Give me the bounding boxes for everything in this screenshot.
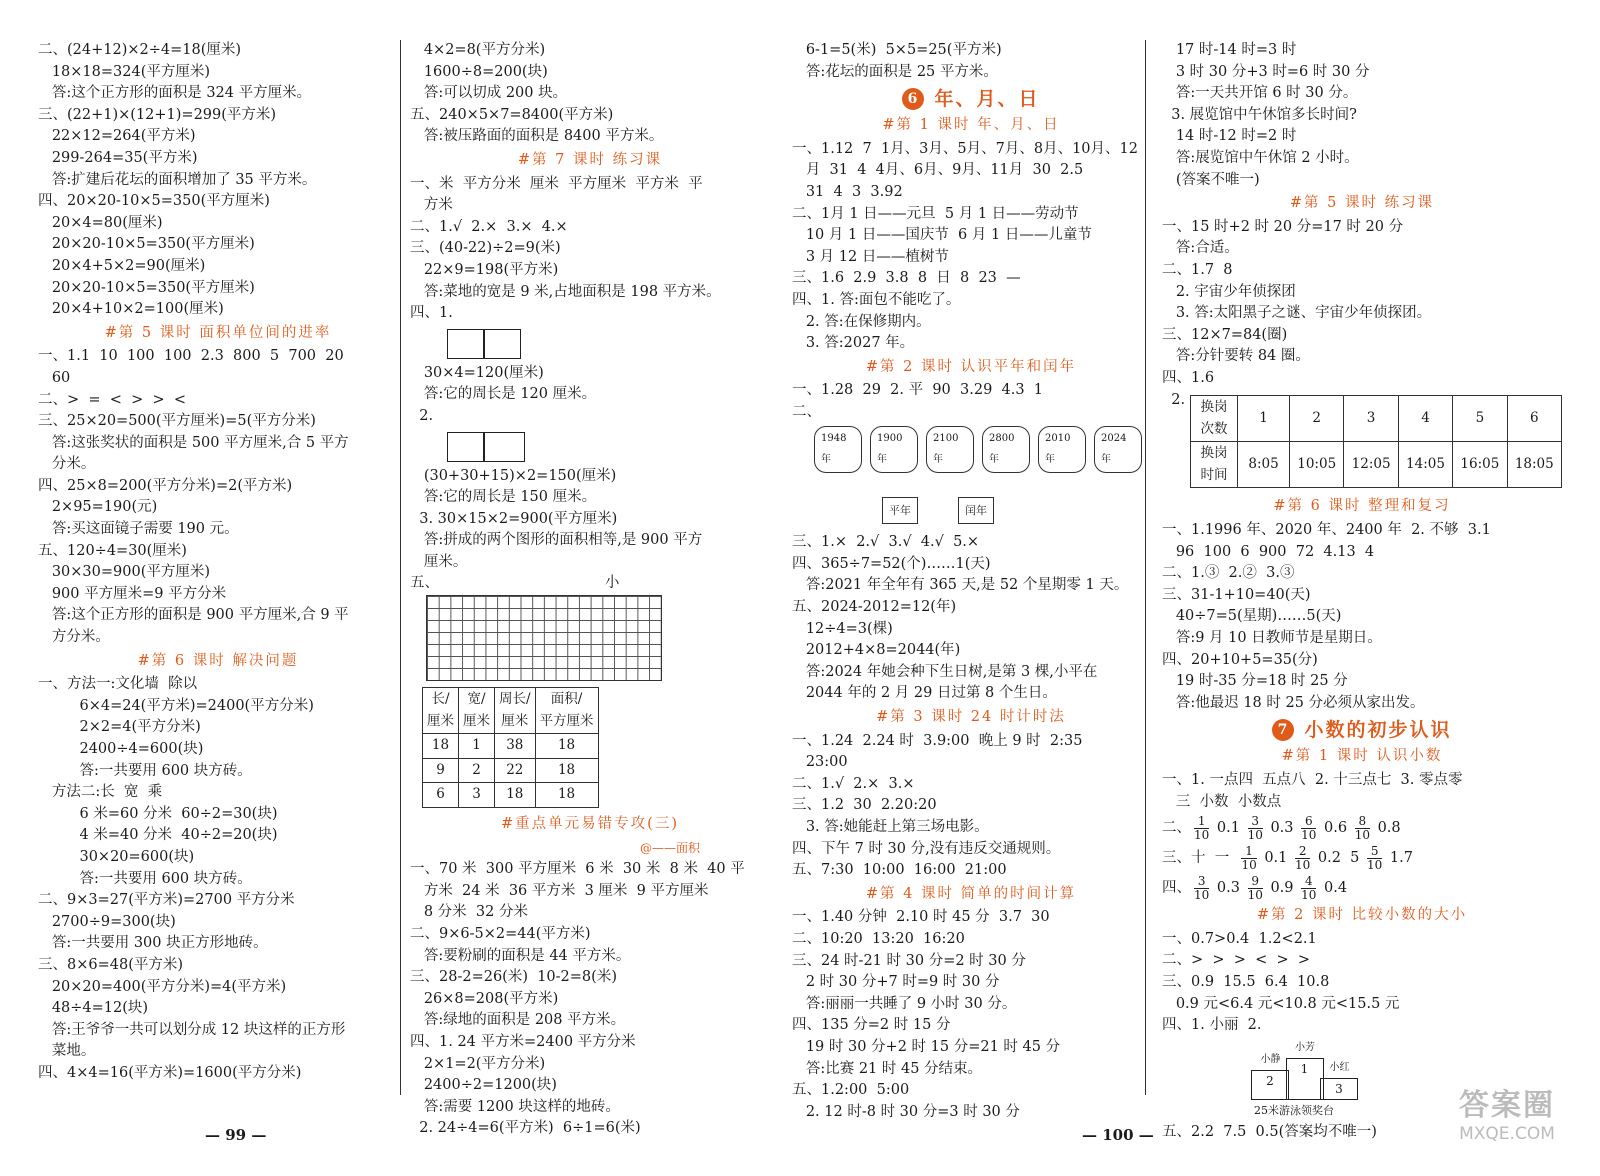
- answer-line: 答:菜地的宽是 9 米,占地面积是 198 平方米。: [410, 283, 721, 300]
- answer-line: 答:这个正方形的面积是 900 平方厘米,合 9 平: [38, 607, 349, 624]
- answer-line: 月 31 4 4月、6月、9月、11月 30 2.5: [792, 162, 1084, 179]
- lesson-heading: #重点单元易错专攻(三): [501, 816, 679, 833]
- lesson-heading: #第 1 课时 认识小数: [1281, 748, 1443, 765]
- answer-line: 四、4×4=16(平方米)=1600(平方分米): [38, 1064, 302, 1081]
- fish-year-tag: 1900年: [870, 426, 918, 473]
- table-cell: 2: [459, 758, 495, 783]
- rect-table: [422, 687, 599, 808]
- year-type-label: 闰年: [958, 497, 994, 525]
- grid-figure: [426, 595, 662, 681]
- answer-line: 31 4 3 3.92: [792, 183, 903, 200]
- answer-line: 五、2.2 7.5 0.5(答案均不唯一): [1162, 1123, 1377, 1140]
- answer-line: 60: [38, 369, 71, 386]
- line-prefix: 二、: [1162, 820, 1191, 837]
- answer-line: 四、1. 小丽 2.: [1162, 1017, 1262, 1034]
- table-row: [423, 734, 599, 759]
- fraction-line: [1162, 843, 1562, 873]
- answer-line: 4×2=8(平方分米): [410, 42, 546, 58]
- denominator: 10: [1194, 887, 1210, 902]
- table-header-cell: 周长/ 厘米: [495, 688, 536, 734]
- unit-heading: 7 小数的初步认识: [1162, 716, 1562, 744]
- answer-line: 19 时 30 分+2 时 15 分=21 时 45 分: [792, 1038, 1061, 1055]
- decimal-value: 0.6: [1319, 820, 1352, 837]
- fraction: [1194, 875, 1209, 902]
- lesson-heading: #第 5 课时 面积单位间的进率: [104, 324, 332, 341]
- table-cell: 18:05: [1507, 442, 1561, 488]
- lesson-heading: #第 4 课时 简单的时间计算: [865, 885, 1077, 902]
- table-cell: 6: [1507, 396, 1561, 442]
- denominator: 10: [1301, 887, 1317, 902]
- answer-line: 二、1.③ 2.② 3.③: [1162, 565, 1295, 582]
- table-cell: 38: [495, 734, 536, 759]
- answer-line: 答:这张奖状的面积是 500 平方厘米,合 5 平方: [38, 434, 349, 451]
- answer-line: 20×20-10×5=350(平方厘米): [38, 236, 255, 253]
- answer-line: 30×20=600(块): [38, 848, 195, 865]
- answer-line: 答:这个正方形的面积是 324 平方厘米。: [38, 85, 312, 102]
- answer-line: 二、1.√ 2.× 3.× 4.×: [410, 218, 568, 235]
- line-prefix: 四、: [1162, 880, 1191, 897]
- answer-line: 一、1.40 分钟 2.10 时 45 分 3.7 30: [792, 909, 1050, 926]
- answer-line: 三、12×7=84(圈): [1162, 326, 1288, 343]
- answer-line: 3 月 12 日——植树节: [792, 248, 949, 265]
- answer-line: 30×4=120(厘米): [410, 364, 544, 381]
- answer-line: 答:9 月 10 日教师节是星期日。: [1162, 630, 1382, 647]
- answer-line: 一、1.1 10 100 100 2.3 800 5 700 20: [38, 348, 344, 365]
- answer-line: 五、2024-2012=12(年): [792, 599, 957, 616]
- leap-year-matching-figure: [814, 426, 1150, 473]
- podium-column: [1322, 1057, 1358, 1101]
- fraction: [1248, 815, 1263, 842]
- answer-line: 方分米。: [38, 629, 110, 646]
- answer-line: 一、1.12 7 1月、3月、5月、7月、8月、10月、12: [792, 140, 1138, 157]
- column-2: [410, 40, 770, 1140]
- podium-block: 1: [1286, 1058, 1324, 1100]
- answer-line: 答:一共要用 600 块方砖。: [38, 762, 252, 779]
- rect-drawing-1: [448, 329, 770, 359]
- answer-line: 22×12=264(平方米): [38, 128, 196, 145]
- answer-line: 三、(22+1)×(12+1)=299(平方米): [38, 106, 277, 123]
- answer-line: 答:分针要转 84 圈。: [1162, 348, 1310, 365]
- answer-line: 299-264=35(平方米): [38, 149, 198, 166]
- podium-column: [1287, 1037, 1323, 1101]
- answer-line: 二、1月 1 日——元旦 5 月 1 日——劳动节: [792, 205, 1079, 222]
- fraction: [1301, 875, 1316, 902]
- answer-line: 答:绿地的面积是 208 平方米。: [410, 1012, 626, 1029]
- answer-line: 二、9×6-5×2=44(平方米): [410, 926, 591, 942]
- lesson-heading: #第 7 课时 练习课: [517, 151, 663, 168]
- answer-line: 一、1. 一点四 五点八 2. 十三点七 3. 零点零: [1162, 772, 1463, 788]
- decimal-value: 0.4: [1319, 880, 1352, 897]
- answer-line: 五、240×5×7=8400(平方米): [410, 106, 614, 123]
- answer-line: 2012+4×8=2044(年): [792, 642, 961, 659]
- numerator: 3: [1248, 815, 1263, 829]
- denominator: 10: [1295, 857, 1311, 872]
- lesson-heading: #第 3 课时 24 时计时法: [876, 709, 1066, 726]
- answer-line: 20×20-10×5=350(平方厘米): [38, 279, 255, 296]
- answer-line: 答:一共要用 600 块方砖。: [38, 870, 252, 887]
- answer-line: 三、(40-22)÷2=9(米): [410, 240, 561, 257]
- table-cell: 18: [423, 734, 459, 759]
- answer-line: 四、1.6: [1162, 369, 1215, 386]
- answer-line: 五、7:30 10:00 16:00 21:00: [792, 862, 1007, 879]
- podium-column: [1253, 1049, 1289, 1101]
- answer-line: 答:买这面镜子需要 190 元。: [38, 521, 239, 538]
- line-prefix: 三、十 一: [1162, 850, 1239, 867]
- answer-line: 四、20×20-10×5=350(平方厘米): [38, 193, 270, 210]
- answer-line: 2. 24÷4=6(平方米) 6÷1=6(米): [410, 1120, 641, 1137]
- fraction: [1301, 815, 1316, 842]
- answer-line: 答:一天共开馆 6 时 30 分。: [1162, 85, 1358, 102]
- answer-line: 一、方法一:文化墙 除以: [38, 676, 198, 693]
- answer-line: 4 米=40 分米 40÷2=20(块): [38, 827, 278, 844]
- lesson-heading: #第 1 课时 年、月、日: [882, 117, 1060, 134]
- answer-line: 五、1.2:00 5:00: [792, 1082, 910, 1099]
- lesson-heading: #第 6 课时 解决问题: [137, 652, 299, 669]
- table-row: [423, 783, 599, 808]
- answer-line: 26×8=208(平方米): [410, 990, 559, 1007]
- fish-year-tag: 1948年: [814, 426, 862, 473]
- denominator: 10: [1247, 827, 1263, 842]
- answer-line: 一、15 时+2 时 20 分=17 时 20 分: [1162, 218, 1404, 235]
- answer-line: 答:扩建后花坛的面积增加了 35 平方米。: [38, 171, 317, 188]
- answer-line: (30+30+15)×2=150(厘米): [410, 467, 617, 484]
- answer-line: 四、20+10+5=35(分): [1162, 651, 1318, 668]
- fraction: [1367, 845, 1382, 872]
- answer-line: 20×20=400(平方分米)=4(平方米): [38, 978, 287, 995]
- answer-line: 四、1. 答:面包不能吃了。: [792, 291, 961, 308]
- numerator: 8: [1355, 815, 1370, 829]
- answer-line: 6 米=60 分米 60÷2=30(块): [38, 805, 278, 822]
- year-type-label: 平年: [882, 497, 918, 525]
- answer-line: 2.: [1162, 391, 1186, 408]
- table-header-cell: 长/ 厘米: [423, 688, 459, 734]
- fraction: [1355, 815, 1370, 842]
- answer-line: 三、24 时-21 时 30 分=2 时 30 分: [792, 952, 1026, 969]
- answer-line: 答:一共要用 300 块正方形地砖。: [38, 935, 268, 952]
- fish-year-tag: 2100年: [926, 426, 974, 473]
- answer-line: 1600÷8=200(块): [410, 63, 548, 80]
- answer-line: 方米: [410, 197, 453, 214]
- answer-line: 20×4+10×2=100(厘米): [38, 301, 224, 318]
- answer-line: 三、1.× 2.√ 3.√ 4.√ 5.×: [792, 534, 980, 551]
- numerator: 2: [1295, 845, 1310, 859]
- shift-table: [1190, 395, 1562, 488]
- decimal-value: 1.7: [1385, 850, 1418, 867]
- unit-heading: 6 年、月、日: [792, 85, 1150, 113]
- fish-year-tag: 2800年: [982, 426, 1030, 473]
- lesson-heading: #第 2 课时 认识平年和闰年: [865, 358, 1077, 375]
- answer-line: 厘米。: [410, 553, 468, 570]
- decimal-value: 0.8: [1372, 820, 1406, 837]
- podium-name: 小静: [1260, 1053, 1281, 1065]
- answer-line: (答案不唯一): [1162, 171, 1260, 188]
- table-cell: 1: [459, 734, 495, 759]
- answer-line: 10 月 1 日——国庆节 6 月 1 日——儿童节: [792, 227, 1092, 244]
- fish-year-tag: 2024年: [1094, 426, 1142, 473]
- answer-line: 0.9 元<6.4 元<10.8 元<15.5 元: [1162, 995, 1400, 1012]
- answer-line: 2×1=2(平方分米): [410, 1055, 546, 1072]
- answer-line: 一、0.7>0.4 1.2<2.1: [1162, 930, 1317, 947]
- answer-line: 菜地。: [38, 1043, 96, 1060]
- fraction: [1241, 845, 1256, 872]
- answer-line: 三、31-1+10=40(天): [1162, 586, 1311, 603]
- numerator: 6: [1301, 815, 1316, 829]
- answer-line: 一、1.28 29 2. 平 90 3.29 4.3 1: [792, 382, 1044, 399]
- column-4: [1162, 40, 1562, 1144]
- decimal-value: 0.9: [1265, 880, 1299, 897]
- answer-line: 3 时 30 分+3 时=6 时 30 分: [1162, 63, 1370, 80]
- table-row: [423, 758, 599, 783]
- answer-line: 17 时-14 时=3 时: [1162, 42, 1297, 58]
- podium-name: 小芳: [1295, 1041, 1315, 1053]
- numerator: 9: [1248, 875, 1263, 889]
- table-header-cell: 宽/ 厘米: [459, 688, 495, 734]
- answer-line: 2400÷2=1200(块): [410, 1077, 557, 1094]
- answer-line: 2400÷4=600(块): [38, 741, 204, 757]
- podium-name: 小红: [1329, 1061, 1350, 1073]
- denominator: 10: [1247, 887, 1263, 902]
- podium-block: 2: [1251, 1070, 1289, 1100]
- answer-line: 答:它的周长是 120 厘米。: [410, 386, 597, 403]
- answer-line: 8 分米 32 分米: [410, 904, 528, 921]
- table-cell: 18: [535, 734, 598, 759]
- answer-line: 二、1.√ 2.× 3.×: [792, 775, 915, 792]
- decimal-value: 0.1: [1259, 850, 1292, 867]
- numerator: 4: [1301, 875, 1316, 889]
- answer-line: 2×2=4(平方分米): [38, 719, 201, 736]
- denominator: 10: [1367, 857, 1383, 872]
- table-header-cell: 面积/ 平方厘米: [535, 688, 598, 734]
- answer-line: 答:他最迟 18 时 25 分必须从家出发。: [1162, 694, 1425, 711]
- answer-line: 答:合适。: [1162, 240, 1239, 257]
- watermark-url: MXQE.COM: [1459, 1124, 1555, 1144]
- answer-line: 三、28-2=26(米) 10-2=8(米): [410, 969, 617, 986]
- answer-line: 3. 30×15×2=900(平方厘米): [410, 510, 618, 527]
- answer-line: 2044 年的 2 月 29 日过第 8 个生日。: [792, 685, 1057, 702]
- column-3: [792, 40, 1150, 1123]
- answer-line: 四、1. 24 平方米=2400 平方分米: [410, 1033, 636, 1050]
- lesson-heading: #第 5 课时 练习课: [1289, 195, 1435, 212]
- column-divider-1: [400, 40, 401, 1095]
- answer-line: 40÷7=5(星期)……5(天): [1162, 608, 1342, 625]
- fraction: [1194, 815, 1209, 842]
- answer-line: 答:丽丽一共睡了 9 小时 30 分。: [792, 995, 1017, 1012]
- decimal-value: 0.3: [1265, 820, 1299, 837]
- answer-line: 四、25×8=200(平方分米)=2(平方米): [38, 477, 293, 494]
- answer-line: 2. 宇宙少年侦探团: [1162, 283, 1296, 300]
- table-cell: 16:05: [1453, 442, 1507, 488]
- decimal-value: 5: [1345, 850, 1365, 867]
- answer-line: 答:被压路面的面积是 8400 平方米。: [410, 128, 664, 145]
- answer-line: 二、> = < > > <: [38, 391, 186, 408]
- answer-line: 12÷4=3(棵): [792, 620, 893, 637]
- answer-line: 14 时-12 时=2 时: [1162, 128, 1297, 145]
- answer-line: 2. 12 时-8 时 30 分=3 时 30 分: [792, 1103, 1020, 1120]
- table-cell: 换岗次数: [1191, 396, 1238, 442]
- decimal-value: 0.1: [1212, 820, 1245, 837]
- answer-line: 96 100 6 900 72 4.13 4: [1162, 543, 1375, 560]
- answer-line: 答:它的周长是 150 厘米。: [410, 489, 597, 506]
- answer-line: 20×4=80(厘米): [38, 214, 163, 231]
- unit-number-badge: 7: [1272, 719, 1294, 741]
- fraction-answers: [1162, 813, 1562, 903]
- answer-line: 2.: [410, 407, 434, 424]
- fraction-line: [1162, 873, 1562, 903]
- answer-line: 分米。: [38, 456, 96, 473]
- answer-line: 答:比赛 21 时 45 分结束。: [792, 1060, 983, 1077]
- answer-line: 答:需要 1200 块这样的地砖。: [410, 1098, 620, 1115]
- table-cell: 18: [535, 758, 598, 783]
- decimal-value: 0.2: [1313, 850, 1346, 867]
- answer-line: 四、365÷7=52(个)……1(天): [792, 555, 991, 572]
- answer-line: 一、米 平方分米 厘米 平方厘米 平方米 平: [410, 175, 703, 192]
- answer-line: 一、70 米 300 平方厘米 6 米 30 米 8 米 40 平: [410, 861, 745, 878]
- answer-line: 3. 答:太阳黑子之谜、宇宙少年侦探团。: [1162, 305, 1432, 322]
- denominator: 10: [1301, 827, 1317, 842]
- table-cell: 4: [1398, 396, 1452, 442]
- answer-line: 二、(24+12)×2÷4=18(厘米): [38, 42, 242, 58]
- answer-line: 答:要粉刷的面积是 44 平方米。: [410, 947, 631, 964]
- answer-line: 四、1.: [410, 305, 453, 322]
- table-cell: 换岗时间: [1191, 442, 1238, 488]
- answer-line: 二、> > > < > >: [1162, 952, 1310, 969]
- table-cell: 3: [1344, 396, 1398, 442]
- answer-line: 一、1.1996 年、2020 年、2400 年 2. 不够 3.1: [1162, 522, 1491, 539]
- answer-line: 一、1.24 2.24 时 3.9:00 晚上 9 时 2:35: [792, 732, 1083, 749]
- table-cell: 9: [423, 758, 459, 783]
- denominator: 10: [1241, 857, 1257, 872]
- answer-line: 18×18=324(平方厘米): [38, 63, 211, 80]
- page-number-right: — 100 —: [1082, 1126, 1154, 1144]
- unit-number-badge: 6: [902, 88, 924, 110]
- numerator: 5: [1367, 845, 1382, 859]
- table-cell: 8:05: [1238, 442, 1290, 488]
- answer-line: 二、: [792, 403, 821, 420]
- answer-line: 三、8×6=48(平方米): [38, 956, 184, 973]
- answer-line: 22×9=198(平方米): [410, 261, 559, 278]
- denominator: 10: [1194, 827, 1210, 842]
- answer-line: 四、135 分=2 时 15 分: [792, 1017, 951, 1034]
- numerator: 1: [1241, 845, 1256, 859]
- answer-line: 答:2024 年她会种下生日树,是第 3 棵,小平在: [792, 663, 1098, 680]
- numerator: 3: [1194, 875, 1209, 889]
- podium-block: 3: [1320, 1078, 1358, 1100]
- answer-line: 6-1=5(米) 5×5=25(平方米): [792, 42, 1002, 58]
- fish-year-tag: 2010年: [1038, 426, 1086, 473]
- answer-line: 答:花坛的面积是 25 平方米。: [792, 63, 998, 80]
- answer-line: 答:王爷爷一共可以划分成 12 块这样的正方形: [38, 1021, 346, 1038]
- table-cell: 1: [1238, 396, 1290, 442]
- podium-caption: 25米游泳领奖台: [1254, 1104, 1334, 1118]
- answer-line: 2 时 30 分+7 时=9 时 30 分: [792, 974, 1000, 991]
- answer-line: 48÷4=12(块): [38, 1000, 149, 1017]
- answer-line: 三、0.9 15.5 6.4 10.8: [1162, 973, 1330, 990]
- denominator: 10: [1354, 827, 1370, 842]
- answer-line: 三、1.2 30 2.20:20: [792, 797, 937, 814]
- answer-line: 20×4+5×2=90(厘米): [38, 257, 206, 274]
- answer-line: 二、10:20 13:20 16:20: [792, 930, 965, 947]
- answer-line: 四、下午 7 时 30 分,没有违反交通规则。: [792, 840, 1061, 857]
- lesson-heading: #第 6 课时 整理和复习: [1273, 498, 1451, 515]
- answer-line: 2×95=190(元): [38, 499, 158, 516]
- answer-line: 3. 答:2027 年。: [792, 335, 915, 352]
- answer-line: 答:可以切成 200 块。: [410, 85, 568, 102]
- watermark-logo: 答案圈: [1459, 1088, 1555, 1123]
- answer-line: 答:拼成的两个图形的面积相等,是 900 平方: [410, 532, 703, 549]
- answer-line: 19 时-35 分=18 时 25 分: [1162, 673, 1348, 690]
- table-cell: 18: [535, 783, 598, 808]
- answer-line: 方米 24 米 36 平方米 3 厘米 9 平方厘米: [410, 882, 709, 899]
- answer-line: 答:展览馆中午休馆 2 小时。: [1162, 149, 1359, 166]
- answer-line: 二、9×3=27(平方米)=2700 平方分米: [38, 892, 295, 909]
- answer-line: 23:00: [792, 754, 848, 771]
- table-cell: 2: [1290, 396, 1344, 442]
- answer-line: 2. 答:在保修期内。: [792, 313, 931, 330]
- answer-line: 3. 展览馆中午休馆多长时间?: [1162, 106, 1357, 123]
- decimal-value: 0.3: [1212, 880, 1245, 897]
- table-cell: 22: [495, 758, 536, 783]
- answer-line: 2700÷9=300(块): [38, 913, 176, 930]
- table-cell: 6: [423, 783, 459, 808]
- answer-line: 五、 小: [410, 575, 620, 592]
- lesson-heading: #第 2 课时 比较小数的大小: [1256, 907, 1468, 924]
- page-number-left: — 99 —: [205, 1126, 267, 1144]
- table-cell: 5: [1453, 396, 1507, 442]
- rect-drawing-2: [448, 432, 770, 462]
- table-cell: 3: [459, 783, 495, 808]
- table-cell: 10:05: [1290, 442, 1344, 488]
- answer-line: 三 小数 小数点: [1162, 793, 1282, 810]
- answer-line: 6×4=24(平方米)=2400(平方分米): [38, 697, 314, 714]
- answer-line: 900 平方厘米=9 平方分米: [38, 585, 227, 602]
- answer-line: 答:2021 年全年有 365 天,是 52 个星期零 1 天。: [792, 577, 1129, 594]
- year-type-labels: [882, 497, 1150, 525]
- answer-line: 三、25×20=500(平方厘米)=5(平方分米): [38, 413, 316, 430]
- fraction-line: [1162, 813, 1562, 843]
- heading-subtitle: @——面积: [639, 840, 700, 855]
- numerator: 1: [1194, 815, 1209, 829]
- answer-line: 三、1.6 2.9 3.8 8 日 8 23 —: [792, 270, 1021, 287]
- fraction: [1248, 875, 1263, 902]
- table-cell: 18: [495, 783, 536, 808]
- answer-line: 3. 答:她能赶上第三场电影。: [792, 819, 989, 835]
- fraction: [1295, 845, 1310, 872]
- table-cell: 14:05: [1398, 442, 1452, 488]
- answer-line: 二、1.7 8: [1162, 261, 1233, 278]
- answer-line: 方法二:长 宽 乘: [38, 784, 163, 801]
- answer-line: 30×30=900(平方厘米): [38, 564, 211, 581]
- answer-line: 五、120÷4=30(厘米): [38, 542, 187, 559]
- watermark: [1452, 1080, 1562, 1144]
- column-1: [38, 40, 398, 1085]
- table-cell: 12:05: [1344, 442, 1398, 488]
